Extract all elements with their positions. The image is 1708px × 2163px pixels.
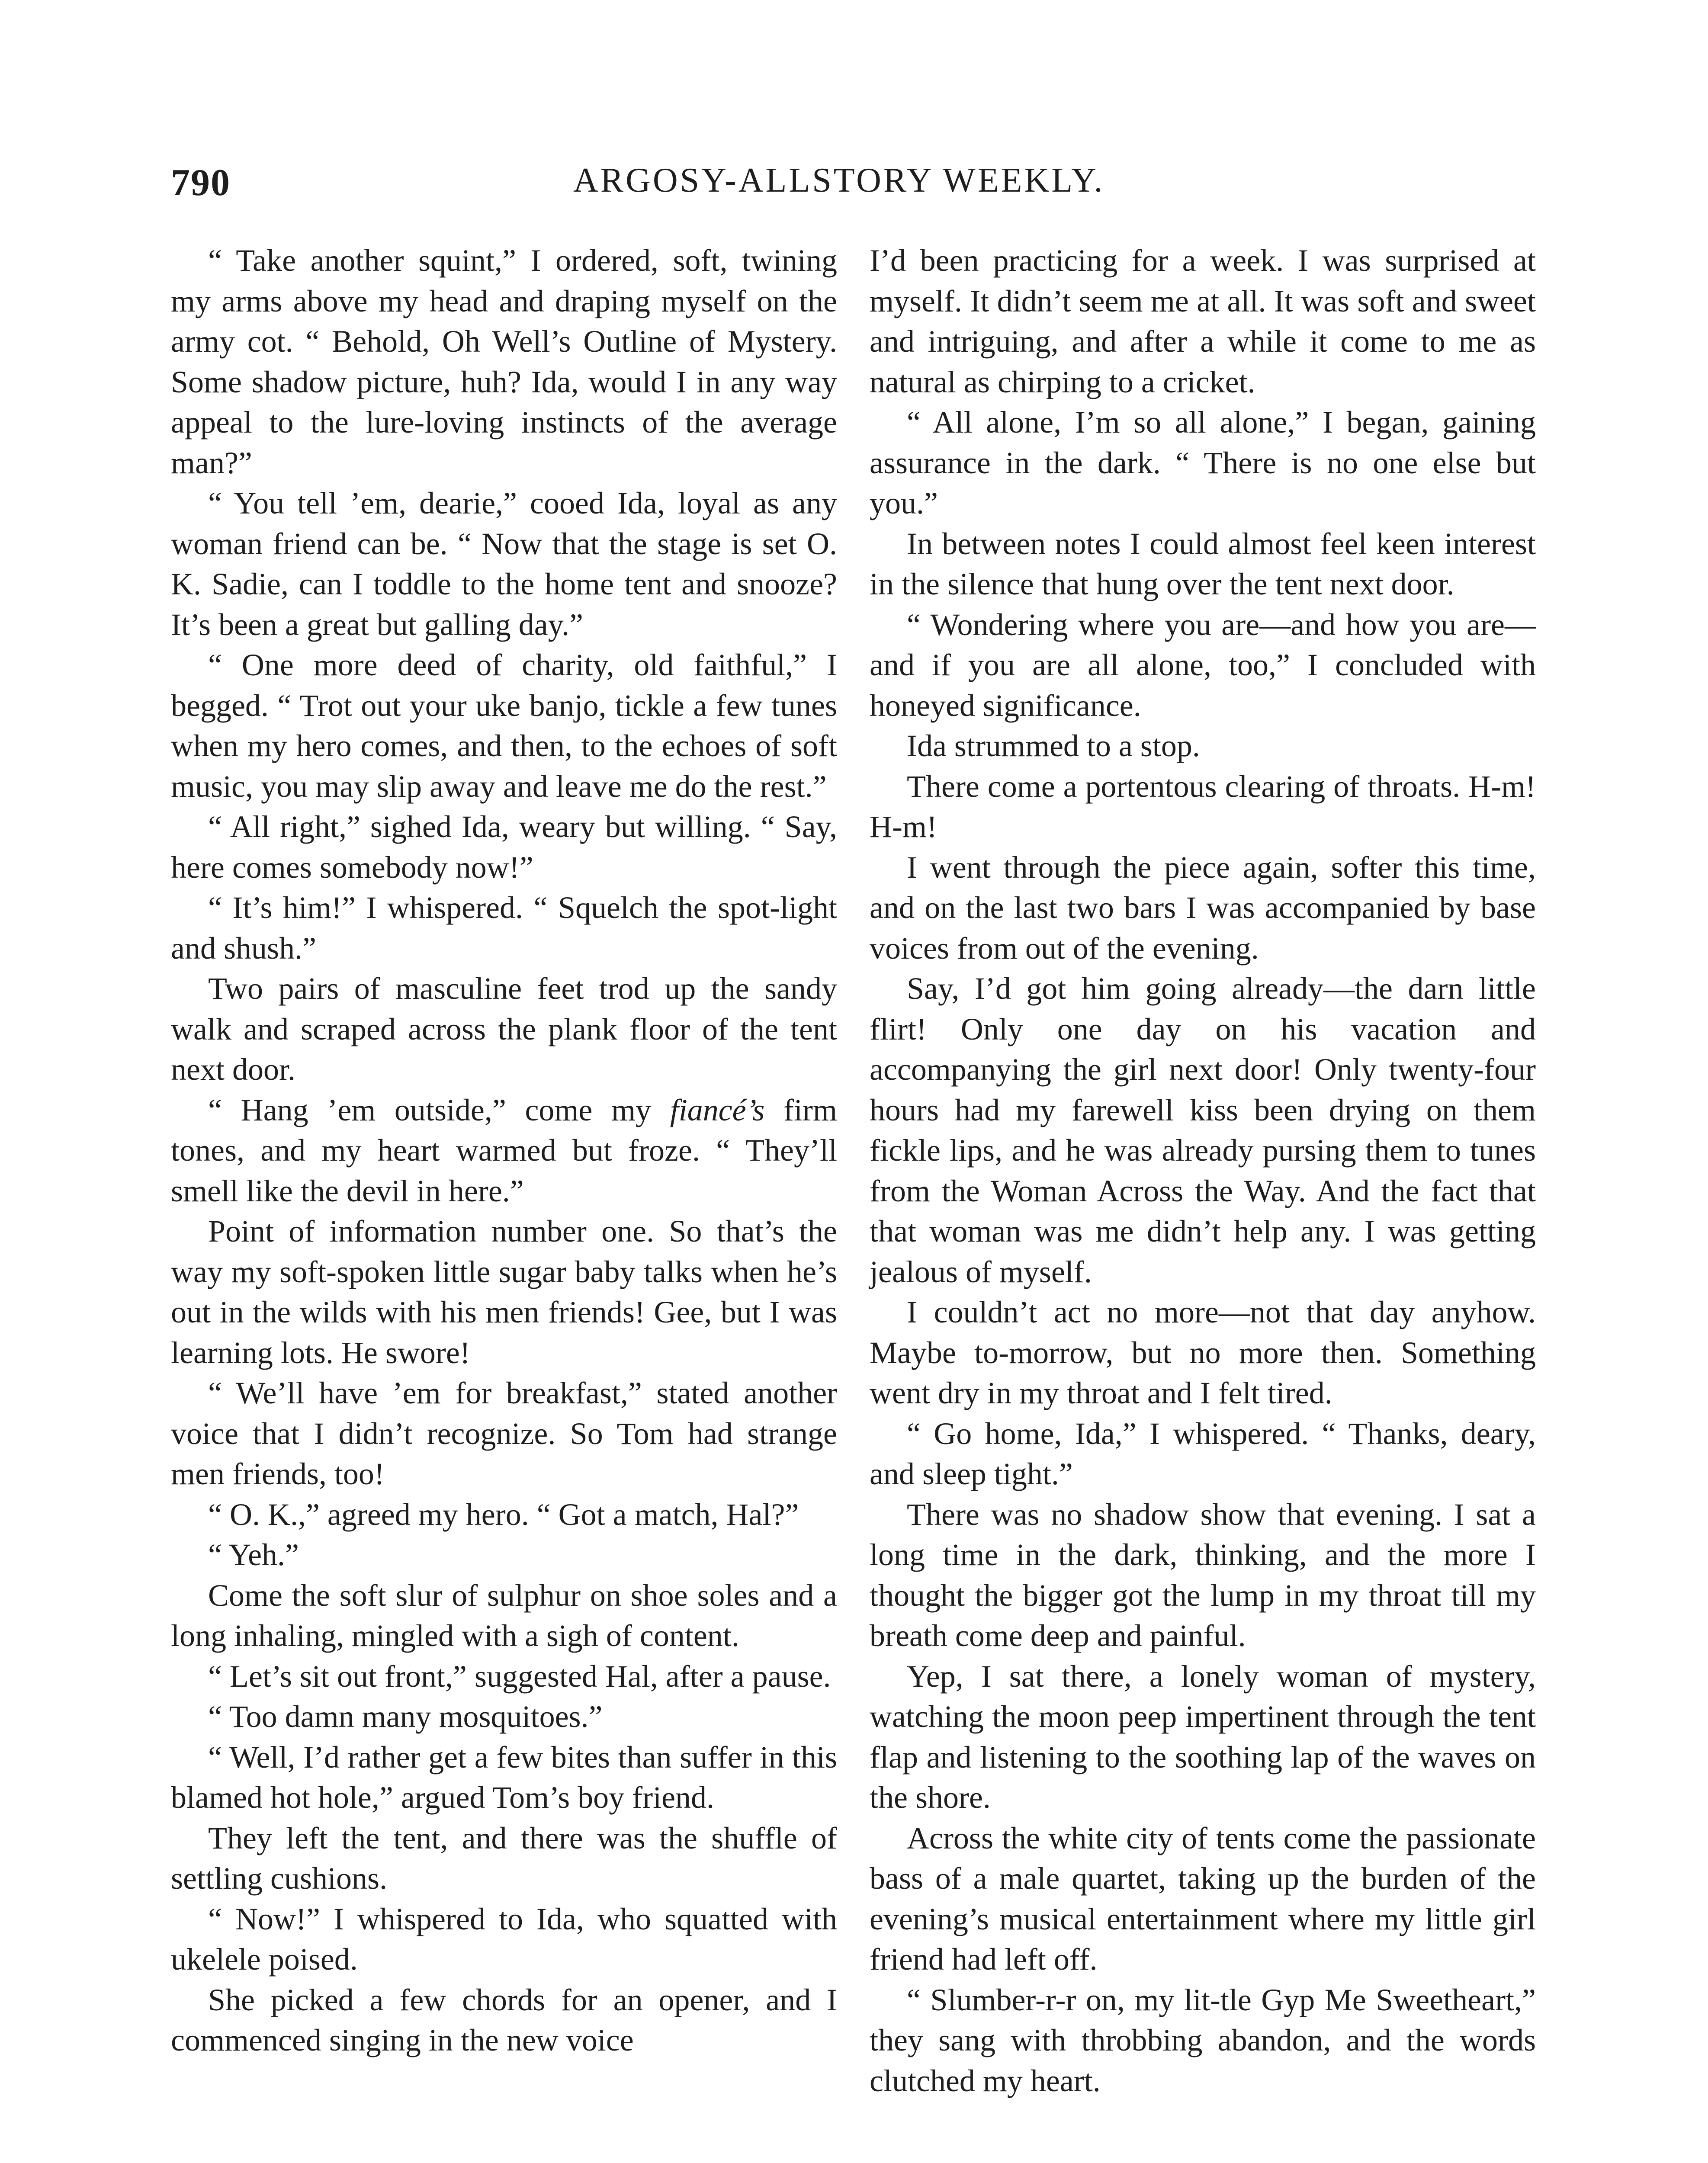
paragraph: “ Now!” I whispered to Ida, who squatted with ukelele poised.	[171, 1901, 837, 1977]
paragraph-text: firm tones, and my heart warmed but froze. “ They’ll smell like the devil in here.”	[171, 1092, 837, 1208]
paragraph: Say, I’d got him going already—the darn little flirt! Only one day on his vacation and accompanying the girl next door! Only twenty-four hours had my farewell kiss been drying on them fickle lips, and he was already pursing them to tunes from the Woman Across the Way. And the fact that that woman was me didn’t help any. I was getting jealous of myself.	[870, 971, 1536, 1289]
paragraph: “ Too damn many mosquitoes.”	[208, 1699, 603, 1734]
paragraph: “ Let’s sit out front,” suggested Hal, after a pause.	[208, 1659, 831, 1694]
paragraph: “ Yeh.”	[208, 1537, 299, 1572]
paragraph: Yep, I sat there, a lonely woman of mystery, watching the moon peep impertinent through the tent flap and listening to the soothing lap of the waves on the shore.	[870, 1659, 1536, 1815]
paragraph: “ O. K.,” agreed my hero. “ Got a match, Hal?”	[208, 1497, 799, 1532]
paragraph: There was no shadow show that evening. I sat a long time in the dark, thinking, and the more I thought the bigger got the lump in my throat till my breath come deep and painful.	[870, 1497, 1536, 1653]
running-head: ARGOSY-ALLSTORY WEEKLY.	[573, 161, 1105, 199]
paragraph: In between notes I could almost feel keen interest in the silence that hung over the tent next door.	[870, 526, 1536, 601]
page-number: 790	[171, 162, 231, 204]
paragraph: I couldn’t act no more—not that day anyhow. Maybe to-morrow, but no more then. Something went dry in my throat and I felt tired.	[870, 1295, 1536, 1410]
paragraph: “ Wondering where you are—and how you are—and if you are all alone, too,” I concluded with honeyed significance.	[870, 607, 1536, 723]
paragraph: There come a portentous clearing of throats. H-m! H-m!	[870, 769, 1536, 844]
right-column	[870, 241, 1536, 2101]
paragraph: “ One more deed of charity, old faithful,” I begged. “ Trot out your uke banjo, tickle a few tunes when my hero comes, and then, to the echoes of soft music, you may slip away and leave me do the rest.”	[171, 648, 837, 804]
paragraph: Across the white city of tents come the passionate bass of a male quartet, taking up the burden of the evening’s musical entertainment where my little girl friend had left off.	[870, 1820, 1536, 1977]
italic-word: fiancé’s	[670, 1092, 765, 1127]
paragraph	[171, 1090, 837, 1212]
paragraph: “ You tell ’em, dearie,” cooed Ida, loyal as any woman friend can be. “ Now that the stage is set O. K. Sadie, can I toddle to the home tent and snooze? It’s been a great but galling day.”	[171, 486, 837, 642]
paragraph: “ Go home, Ida,” I whispered. “ Thanks, deary, and sleep tight.”	[870, 1416, 1536, 1491]
paragraph: “ Take another squint,” I ordered, soft, twining my arms above my head and draping myself on the army cot. “ Behold, Oh Well’s Outline of Mystery. Some shadow picture, huh? Ida, would I in any way appeal to the lure-loving instincts of the average man?”	[171, 243, 837, 480]
paragraph: I went through the piece again, softer this time, and on the last two bars I was accompanied by base voices from out of the evening.	[870, 850, 1536, 966]
paragraph: She picked a few chords for an opener, and I commenced singing in the new voice	[171, 1982, 837, 2057]
page-header	[171, 161, 1525, 217]
paragraph: “ Well, I’d rather get a few bites than suffer in this blamed hot hole,” argued Tom’s boy friend.	[171, 1739, 837, 1815]
paragraph: “ All alone, I’m so all alone,” I began, gaining assurance in the dark. “ There is no one else but you.”	[870, 405, 1536, 520]
paragraph: “ All right,” sighed Ida, weary but willing. “ Say, here comes somebody now!”	[171, 809, 837, 885]
left-column	[171, 241, 837, 2061]
paragraph: Come the soft slur of sulphur on shoe soles and a long inhaling, mingled with a sigh of content.	[171, 1578, 837, 1653]
paragraph: Point of information number one. So that’s the way my soft-spoken little sugar baby talks when he’s out in the wilds with his men friends! Gee, but I was learning lots. He swore!	[171, 1214, 837, 1370]
paragraph: They left the tent, and there was the shuffle of settling cushions.	[171, 1820, 837, 1896]
paragraph-continuation: I’d been practicing for a week. I was surprised at myself. It didn’t seem me at all. It was soft and sweet and intriguing, and after a while it come to me as natural as chirping to a cricket.	[870, 243, 1536, 399]
paragraph: “ It’s him!” I whispered. “ Squelch the spot-light and shush.”	[171, 890, 837, 966]
paragraph: Ida strummed to a stop.	[907, 728, 1200, 763]
paragraph: “ Slumber-r-r on, my lit-tle Gyp Me Sweetheart,” they sang with throbbing abandon, and the words clutched my heart.	[870, 1982, 1536, 2098]
paragraph: “ We’ll have ’em for breakfast,” stated another voice that I didn’t recognize. So Tom had strange men friends, too!	[171, 1376, 837, 1491]
paragraph: Two pairs of masculine feet trod up the sandy walk and scraped across the plank floor of the tent next door.	[171, 971, 837, 1087]
paragraph-text: “ Hang ’em outside,” come my	[208, 1092, 670, 1127]
